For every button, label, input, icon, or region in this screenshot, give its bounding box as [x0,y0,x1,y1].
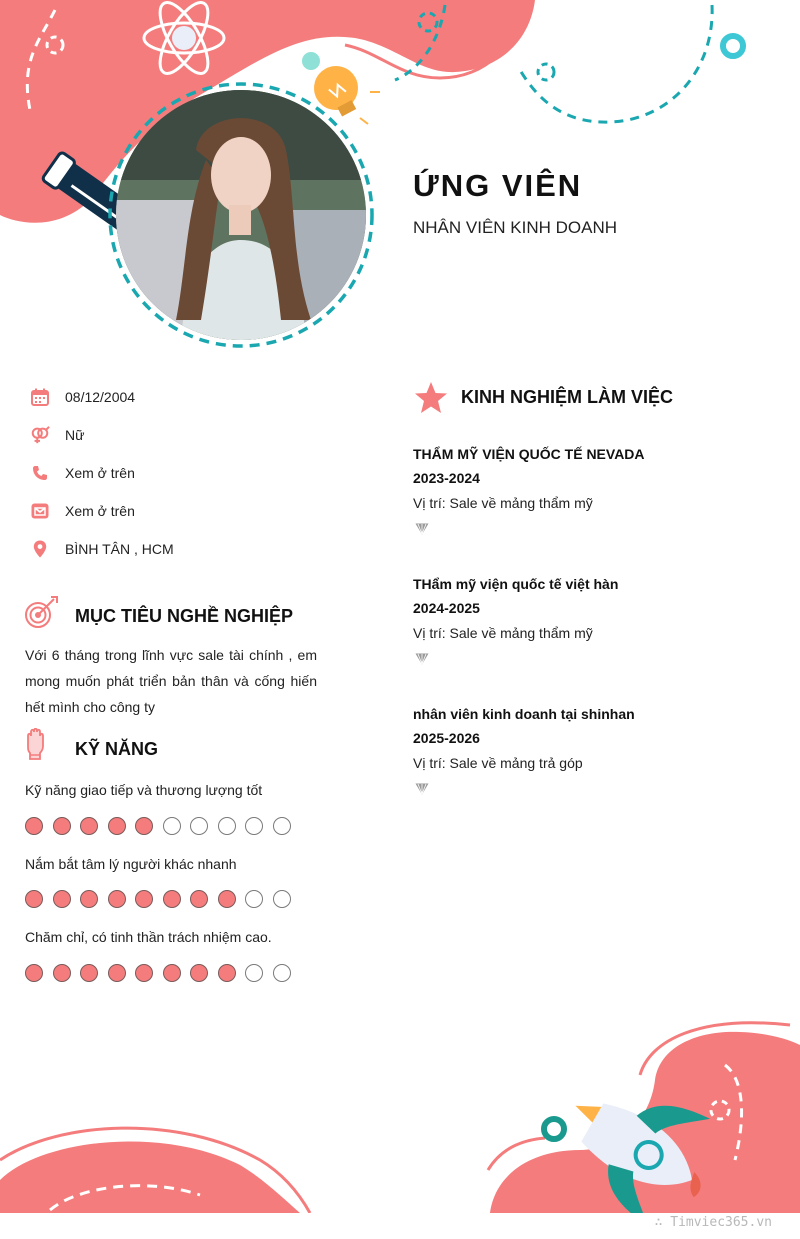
diamond-icon [415,652,429,664]
contact-row-phone [30,461,135,485]
rating-dot-empty [245,817,263,835]
contact-row-birthdate [30,385,135,409]
skill-rating [25,817,291,835]
site-watermark: ∴ Timviec365.vn [654,1215,772,1230]
contact-row-address [30,537,174,561]
rating-dot-empty [190,817,208,835]
rating-dot-empty [245,964,263,982]
rating-dot-filled [108,817,126,835]
rating-dot-filled [25,817,43,835]
job-company: nhân viên kinh doanh tại shinhan [413,706,635,722]
rating-dot-filled [80,817,98,835]
rating-dot-filled [25,964,43,982]
rating-dot-filled [135,817,153,835]
portrait-illustration [116,90,366,340]
candidate-name: ỨNG VIÊN [413,168,583,203]
rating-dot-empty [273,890,291,908]
job-company: THẨM MỸ VIỆN QUỐC TẾ NEVADA [413,446,645,462]
job-position: Vị trí: Sale về mảng trả góp [413,755,583,771]
calendar-icon [30,387,50,407]
phone-value: Xem ở trên [65,465,135,481]
job-period: 2023-2024 [413,470,480,486]
job-period: 2025-2026 [413,730,480,746]
target-icon [24,596,60,630]
job-period: 2024-2025 [413,600,480,616]
contact-row-email [30,499,135,523]
skill-rating [25,890,291,908]
rating-dot-filled [135,890,153,908]
rating-dot-filled [53,964,71,982]
diamond-icon [415,522,429,534]
star-icon [414,381,448,415]
address-value: BÌNH TÂN , HCM [65,541,174,557]
rating-dot-filled [163,890,181,908]
rating-dot-filled [80,964,98,982]
location-pin-icon [30,539,50,559]
rating-dot-filled [53,890,71,908]
rating-dot-empty [163,817,181,835]
skill-name: Nắm bắt tâm lý người khác nhanh [25,856,237,872]
skills-title: KỸ NĂNG [75,739,159,759]
skill-name: Chăm chỉ, có tinh thần trách nhiệm cao. [25,929,272,945]
phone-icon [30,463,50,483]
rating-dot-filled [108,890,126,908]
rating-dot-empty [273,817,291,835]
rating-dot-filled [135,964,153,982]
profile-photo [116,90,366,340]
gender-icon [30,425,50,445]
rating-dot-filled [53,817,71,835]
gender-value: Nữ [65,427,85,443]
experience-title: KINH NGHIỆM LÀM VIỆC [461,387,674,407]
job-company: THẩm mỹ viện quốc tế việt hàn [413,576,619,592]
rating-dot-filled [108,964,126,982]
rating-dot-filled [218,964,236,982]
rating-dot-filled [80,890,98,908]
diamond-icon [415,782,429,794]
rating-dot-filled [190,964,208,982]
contact-row-gender [30,423,84,447]
skill-rating [25,964,291,982]
rating-dot-filled [163,964,181,982]
objective-title: MỤC TIÊU NGHỀ NGHIỆP [75,606,294,626]
rating-dot-filled [218,890,236,908]
job-position: Vị trí: Sale về mảng thẩm mỹ [413,625,593,641]
rating-dot-filled [190,890,208,908]
rating-dot-empty [218,817,236,835]
birthdate-value: 08/12/2004 [65,389,136,405]
email-icon [30,501,50,521]
raised-fist-icon [25,728,49,760]
skill-name: Kỹ năng giao tiếp và thương lượng tốt [25,782,263,798]
objective-text: Với 6 tháng trong lĩnh vực sale tài chính , em mong muốn phát triển bản thân và cống hiến hết mình cho công ty [25,647,317,715]
rating-dot-empty [273,964,291,982]
job-position: Vị trí: Sale về mảng thẩm mỹ [413,495,593,511]
email-value: Xem ở trên [65,503,135,519]
rating-dot-empty [245,890,263,908]
rating-dot-filled [25,890,43,908]
candidate-role: NHÂN VIÊN KINH DOANH [413,218,618,237]
